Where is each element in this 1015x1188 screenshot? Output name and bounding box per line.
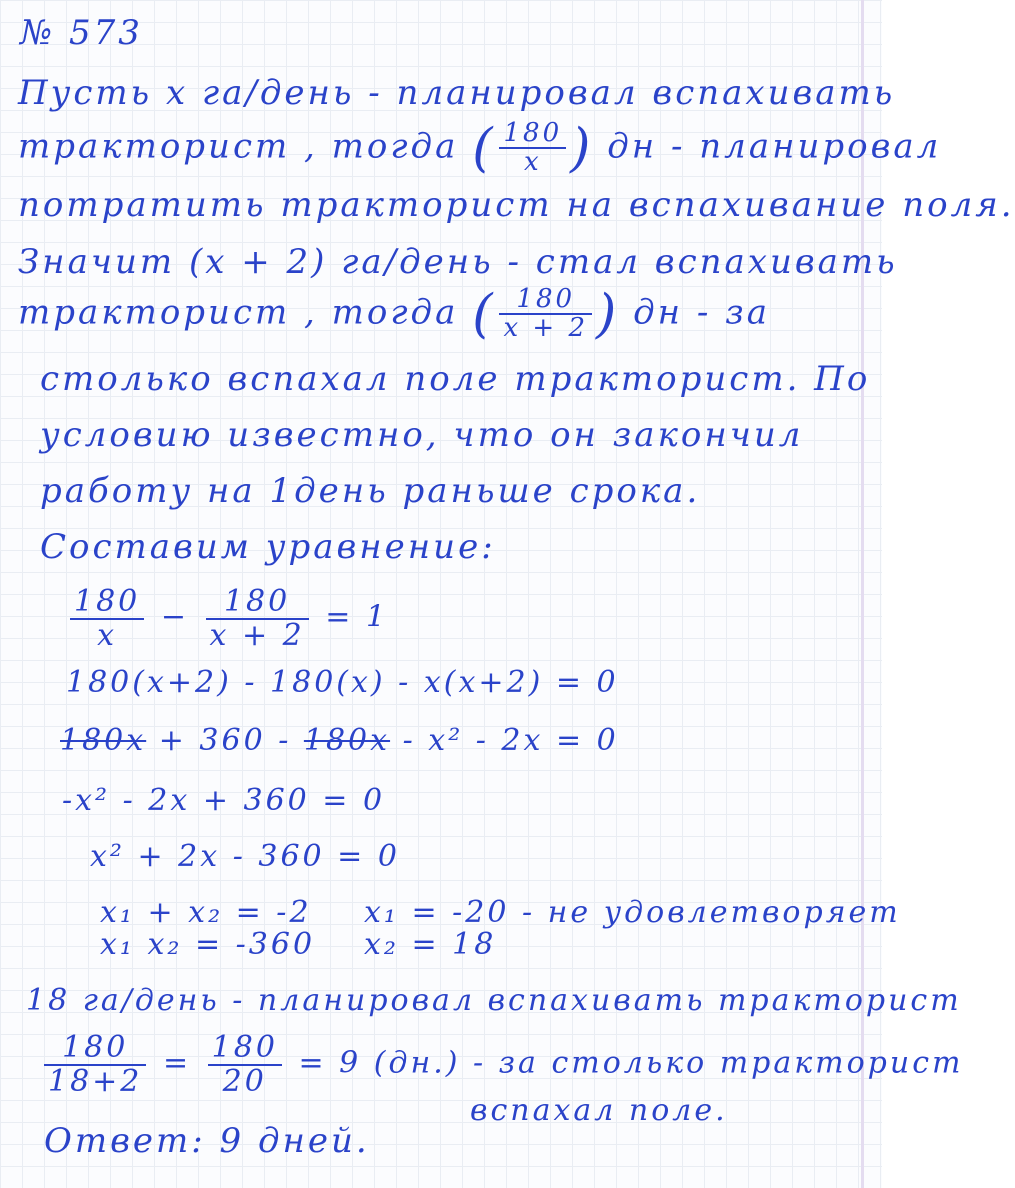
text-line-2: тракторист , тогда ( $\frac{180}{x}$ ) дн - планировал bbox=[18, 118, 942, 179]
text-line-3: потратить тракторист на вспахивание поля. bbox=[18, 185, 1015, 225]
fraction-180-over-20: $\frac{180}{20}$ bbox=[208, 1032, 282, 1097]
text-line-2a: тракторист , тогда bbox=[18, 126, 459, 167]
fraction-180-over-x-plus-2-eq: $\frac{180}{x + 2}$ bbox=[206, 586, 309, 651]
root-2: x₂ = 18 bbox=[364, 927, 497, 962]
answer-line: Ответ: 9 дней. bbox=[44, 1121, 370, 1161]
text-line-8: работу на 1день раньше срока. bbox=[40, 471, 701, 511]
fraction-180-over-x-plus-2: $\frac{180}{x + 2}$ bbox=[499, 286, 592, 343]
text-line-6: столько вспахал поле тракторист. По bbox=[40, 359, 871, 399]
text-line-9: Составим уравнение: bbox=[40, 527, 496, 567]
equation-1-rest: = 1 bbox=[325, 599, 389, 635]
text-line-4: Значит (x + 2) га/день - стал вспахивать bbox=[18, 242, 898, 282]
final-computation: $\frac{180}{18+2}$ = $\frac{180}{20}$ = 9 (дн.) - за столько тракторист bbox=[40, 1032, 963, 1097]
text-line-7: условию известно, что он закончил bbox=[40, 415, 804, 455]
equation-3: 180x + 360 - 180x - x² - 2x = 0 bbox=[60, 723, 619, 758]
final-computation-rest: = 9 (дн.) - за столько тракторист bbox=[298, 1045, 964, 1081]
text-line-2b: дн - планировал bbox=[607, 126, 942, 167]
fraction-180-over-18-plus-2: $\frac{180}{18+2}$ bbox=[44, 1032, 146, 1097]
text-line-17: вспахал поле. bbox=[470, 1093, 728, 1128]
root-1: x₁ = -20 - не удовлетворяет bbox=[364, 895, 901, 930]
fraction-180-over-x: $\frac{180}{x}$ bbox=[499, 120, 566, 177]
vieta-sum: x₁ + x₂ = -2 bbox=[100, 895, 312, 930]
vieta-product: x₁ x₂ = -360 bbox=[100, 927, 316, 962]
text-line-1: Пусть x га/день - планировал вспахивать bbox=[18, 73, 896, 113]
text-line-5: тракторист , тогда ( $\frac{180}{x + 2}$ ) дн - за bbox=[18, 284, 770, 345]
equation-4: -x² - 2x + 360 = 0 bbox=[62, 783, 386, 818]
text-line-5b: дн - за bbox=[633, 292, 770, 333]
text-line-5a: тракторист , тогда bbox=[18, 292, 459, 333]
text-line-15: 18 га/день - планировал вспахивать тракторист bbox=[26, 983, 962, 1018]
equation-2: 180(x+2) - 180(x) - x(x+2) = 0 bbox=[66, 665, 619, 700]
problem-number: № 573 bbox=[20, 13, 143, 53]
fraction-180-over-x-eq: $\frac{180}{x}$ bbox=[70, 586, 144, 651]
crossed-term-2: 180x bbox=[303, 723, 391, 758]
equation-1: $\frac{180}{x}$ − $\frac{180}{x + 2}$ = 1 bbox=[66, 586, 388, 651]
crossed-term-1: 180x bbox=[60, 723, 147, 758]
equation-5: x² + 2x - 360 = 0 bbox=[90, 839, 400, 874]
